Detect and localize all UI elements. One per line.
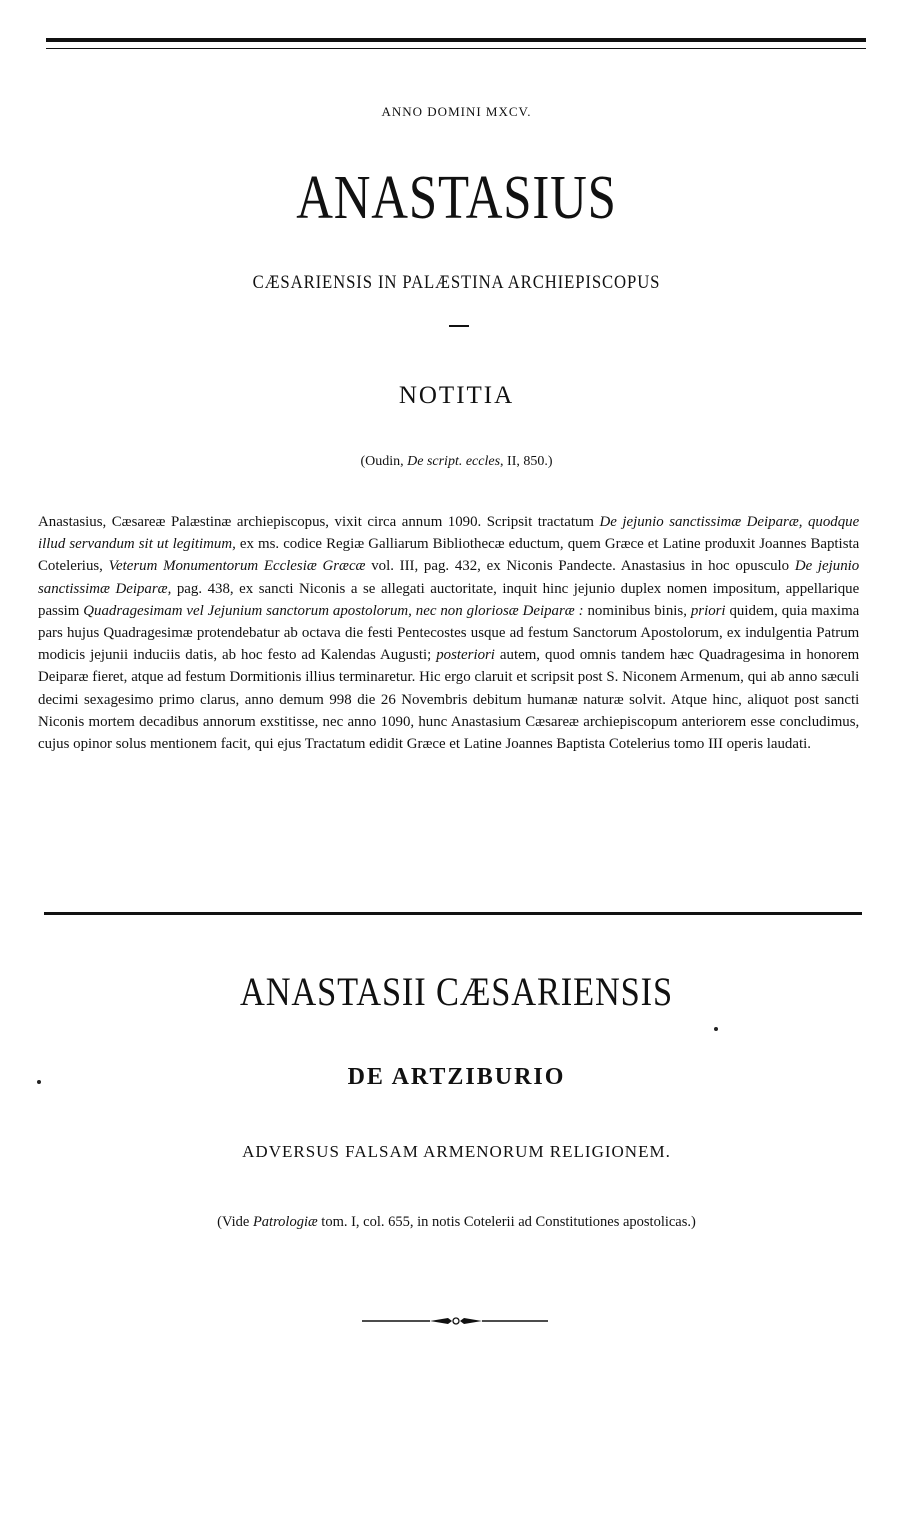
vide-italic: Patrologiæ	[252, 1214, 318, 1230]
speck-mark	[37, 1080, 41, 1084]
notitia-paragraph	[38, 511, 859, 755]
source-prefix: (Oudin,	[360, 454, 408, 469]
ornament-divider-icon	[360, 1314, 550, 1328]
text-run: pag. 438, ex sancti Niconis a se allegati auctoritate, inquit hinc jejunio duplex nomen impositum, appellarique passim	[38, 579, 860, 619]
text-run: Anastasius, Cæsareæ Palæstinæ archiepiscopus, vixit circa annum 1090. Scripsit tractatum	[38, 513, 600, 530]
italic-run: Quadragesimam vel Jejunium sanctorum apostolorum, nec non gloriosæ Deiparæ :	[83, 601, 584, 619]
italic-run: De jejunio sanctissimæ Deiparæ, quodque illud servandum sit ut legitimum,	[38, 513, 860, 553]
top-double-rule	[46, 38, 866, 49]
text-run: nominibus binis,	[583, 601, 691, 619]
author-subtitle: CÆSARIENSIS IN PALÆSTINA ARCHIEPISCOPUS	[252, 272, 661, 293]
section-heading: NOTITIA	[398, 382, 515, 409]
middle-rule	[44, 912, 862, 915]
source-italic: De script. eccles	[407, 454, 501, 469]
italic-run: De jejunio sanctissimæ Deiparæ,	[38, 557, 860, 597]
source-suffix: , II, 850.)	[500, 454, 553, 469]
vide-suffix: tom. I, col. 655, in notis Cotelerii ad Constitutiones apostolicas.)	[317, 1214, 696, 1230]
treatise-heading: ADVERSUS FALSAM ARMENORUM RELIGIONEM.	[242, 1142, 671, 1161]
text-run: ex ms. codice Regiæ Galliarum Bibliothecæ eductum, quem Græce et Latine produxit Joannes Baptista Cotelerius,	[38, 535, 860, 575]
vide-prefix: (Vide	[217, 1214, 253, 1230]
anno-line: ANNO DOMINI MXCV.	[381, 104, 532, 119]
text-run: vol. III, pag. 432, ex Niconis Pandecte. Anastasius in hoc opusculo	[365, 557, 795, 575]
speck-mark	[714, 1027, 718, 1031]
second-subtitle: DE ARTZIBURIO	[347, 1064, 566, 1090]
page-title: ANASTASIUS	[296, 164, 617, 232]
italic-run: posteriori	[436, 646, 495, 664]
text-run: autem, quod omnis tandem hæc Quadragesima in honorem Deiparæ fieret, atque ad festum Dormitionis illius terminaretur. Hic ergo claruit et scripsit post S. Niconem Armenum, qui ab anno sæculi decimi sexagesimo primo clarus, anno demum 998 die 26 Novembris debitum humanæ naturæ solvit. Atque hinc, aliquot post sancti Niconis mortem decadibus annorum exstitisse, nec anno 1090, hunc Anastasium Cæsareæ archiepiscopum anteriorem esse concludimus, cujus opinor solus mentionem facit, qui ejus Tractatum edidit Græce et Latine Joannes Baptista Cotelerius tomo III operis laudati.	[38, 646, 860, 753]
italic-run: priori	[690, 601, 726, 619]
source-citation	[0, 454, 913, 470]
second-title: ANASTASII CÆSARIENSIS	[240, 969, 673, 1014]
italic-run: Veterum Monumentorum Ecclesiæ Græcæ	[108, 557, 366, 575]
vide-reference	[0, 1214, 913, 1231]
short-divider	[449, 325, 469, 327]
text-run: quidem, quia maxima pars hujus Quadragesimæ protendebatur ab octava die festi Pentecostes usque ad festum Sanctorum Apostolorum, ex indulgentia Patrum modicis jejunii induciis datis, ab hoc festo ad Kalendas Augusti;	[38, 601, 860, 664]
